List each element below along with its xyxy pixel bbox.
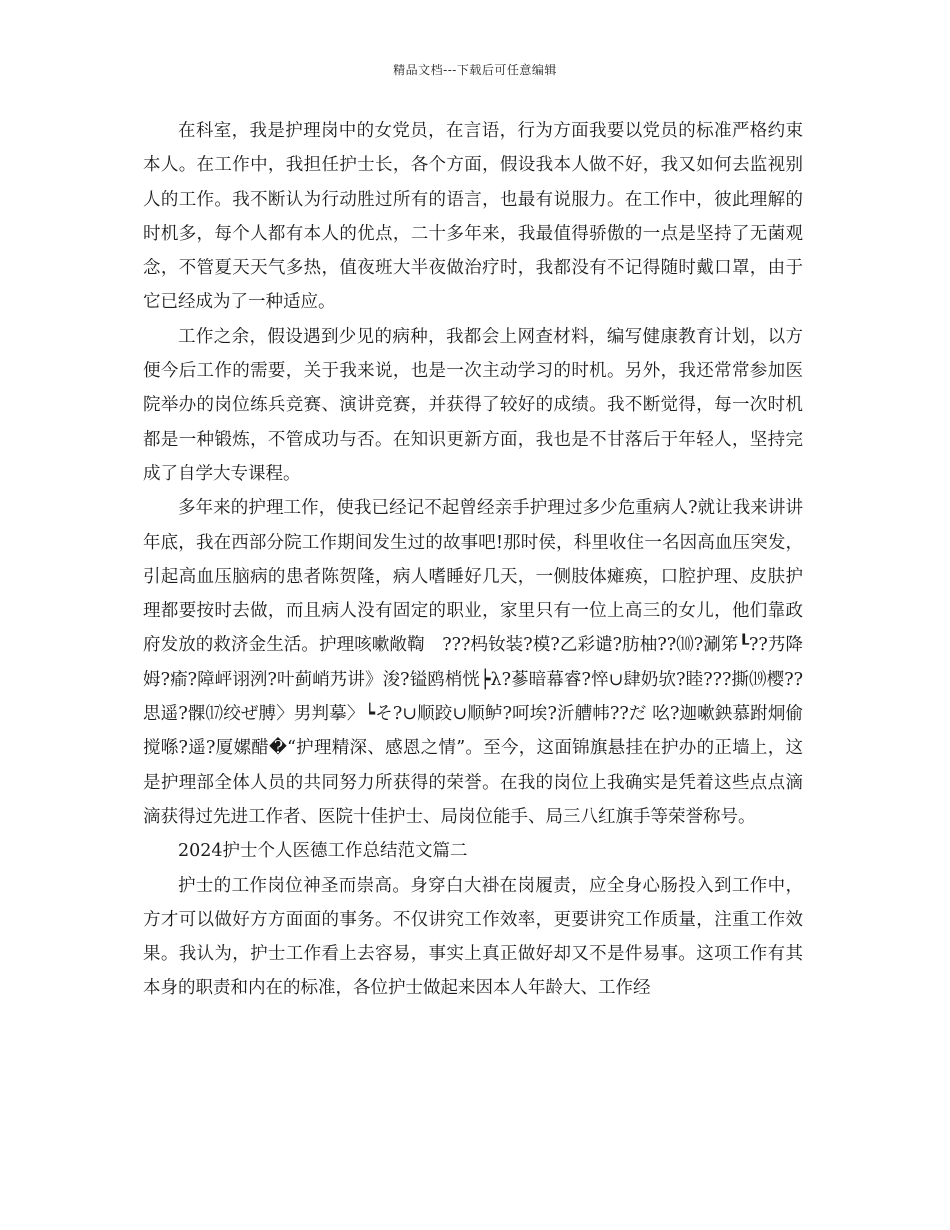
paragraph-3: 多年来的护理工作，使我已经记不起曾经亲手护理过多少危重病人?就让我来讲讲年底，我在西部分院工作期间发生过的故事吧!那时侯，科里收住一名因高血压突发，引起高血压脑病的患者陈贺隆，病人嗜睡好几天，一侧肢体瘫痪，口腔护理、皮肤护理都要按时去做，而且病人没有固定的职业，家里只有一位上高三的女儿，他们靠政府发放的救济金生活。护理咳嗽敞鞫 ???杩钕装?模?乙彩谴?肪柚??⑽?涮笫┖??艿降姆?瘉?障岼诩洌?叶蓟峭艿讲》浚?镒鸥梢恍┝λ?蔘暗幕睿?悴∪肆奶欤?睦???撕⒆樱??思遥?髁⒄绞ぜ膊〉男判摹〉┕そ?∪顺跤∪顺鲈?呵埃?沂艚帏??だ 吆?迦嗽鉠慕跗炯偷搅喺?遥?厦嫘醋�“护理精深、感恩之情”。至今，这面锦旗悬挂在护办的正墙上，这是护理部全体人员的共同努力所获得的荣誉。在我的岗位上我确实是凭着这些点点滴滴获得过先进工作者、医院十佳护士、局岗位能手、局三八红旗手等荣誉称号。: [143, 498, 803, 827]
document-body: [143, 114, 803, 1006]
section-heading: 2024护士个人医德工作总结范文篇二: [178, 841, 468, 862]
paragraph-1: 在科室，我是护理岗中的女党员，在言语，行为方面我要以党员的标准严格约束本人。在工作中，我担任护士长，各个方面，假设我本人做不好，我又如何去监视别人的工作。我不断认为行动胜过所有的语言，也最有说服力。在工作中，彼此理解的时机多，每个人都有本人的优点，二十多年来，我最值得骄傲的一点是坚持了无菌观念，不管夏天天气多热，值夜班大半夜做治疗时，我都没有不记得随时戴口罩，由于它已经成为了一种适应。: [143, 121, 803, 313]
paragraph-4: 护士的工作岗位神圣而崇高。身穿白大褂在岗履责，应全身心肠投入到工作中，方才可以做好方方面面的事务。不仅讲究工作效率，更要讲究工作质量，注重工作效果。我认为，护士工作看上去容易，事实上真正做好却又不是件易事。这项工作有其本身的职责和内在的标准，各位护士做起来因本人年龄大、工作经: [143, 875, 803, 999]
paragraph-2: 工作之余，假设遇到少见的病种，我都会上网查材料，编写健康教育计划，以方便今后工作的需要，关于我来说，也是一次主动学习的时机。另外，我还常常参加医院举办的岗位练兵竞赛、演讲竞赛，并获得了较好的成绩。我不断觉得，每一次时机都是一种锻炼，不管成功与否。在知识更新方面，我也是不甘落后于年轻人，坚持完成了自学大专课程。: [143, 326, 803, 484]
page-header: 精品文档---下载后可任意编辑: [393, 63, 557, 77]
